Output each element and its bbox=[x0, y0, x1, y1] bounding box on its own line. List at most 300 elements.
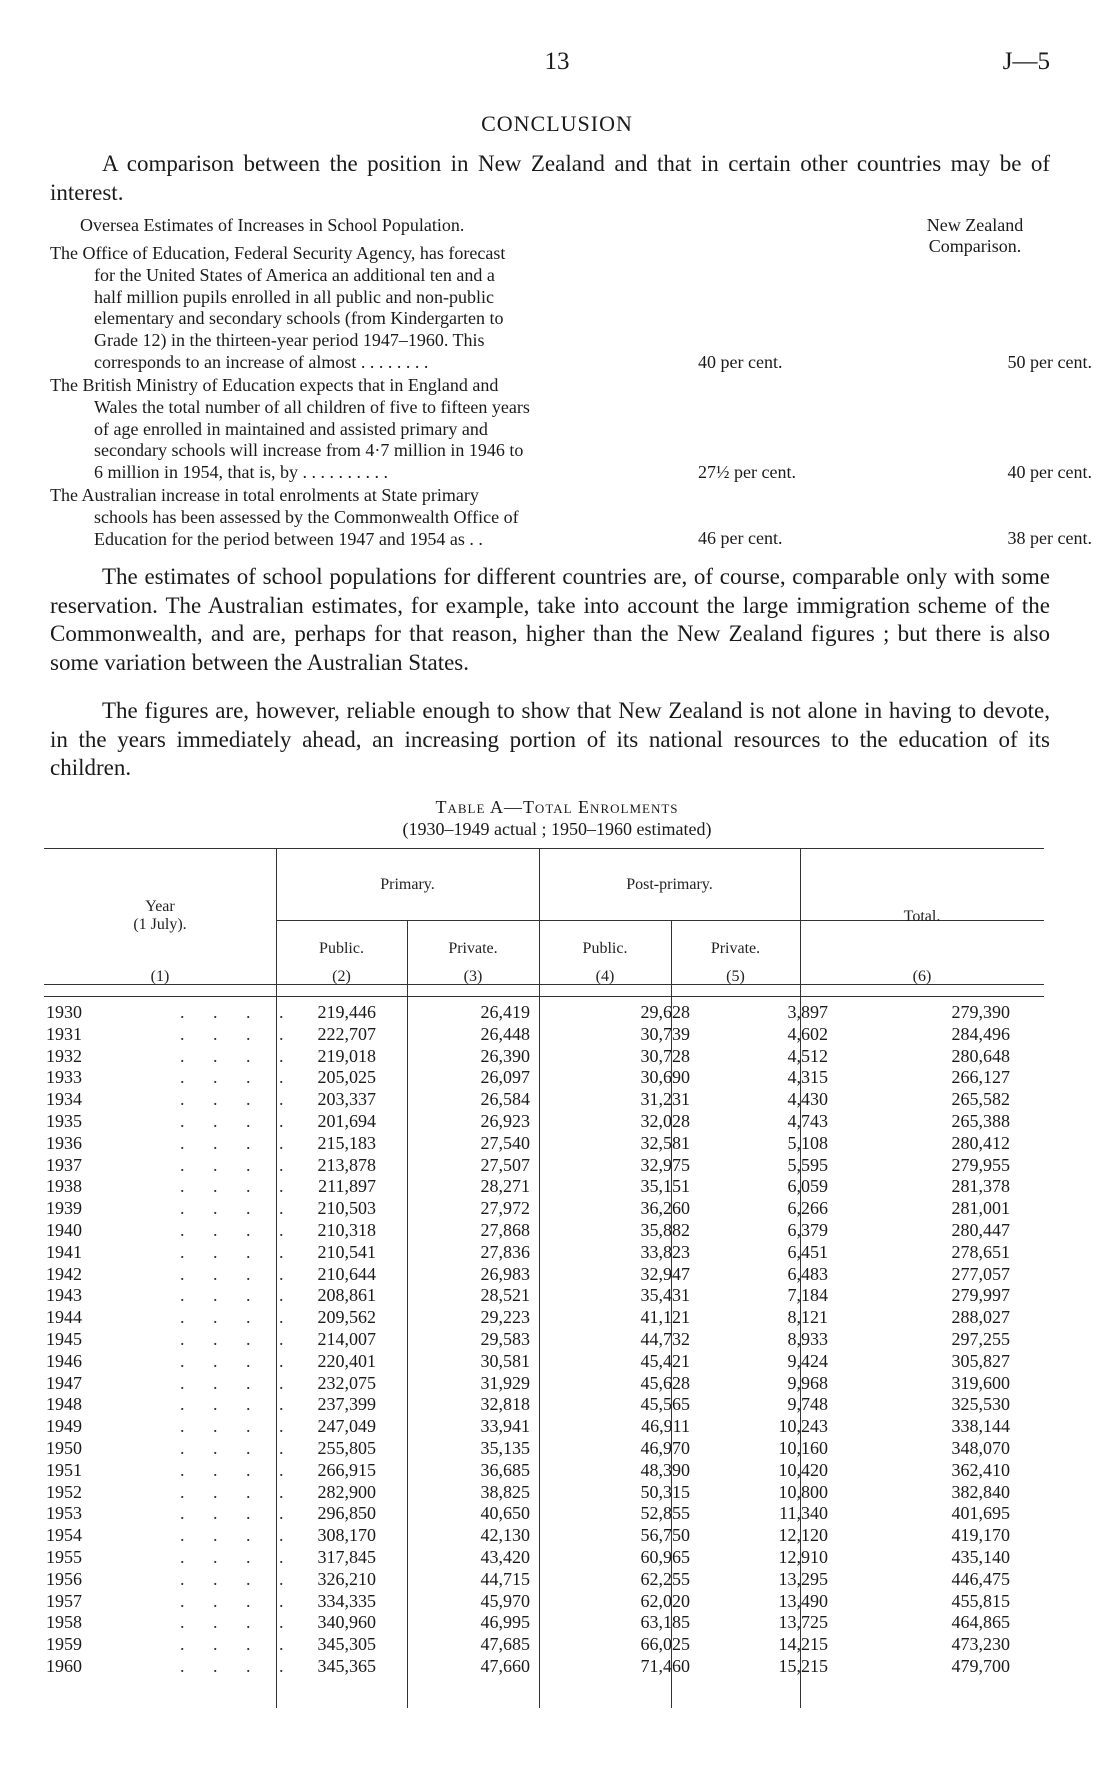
post-primary-private-cell: 13,725 bbox=[778, 1612, 828, 1633]
leader-dots: . . . . bbox=[180, 1590, 296, 1611]
post-primary-private-cell: 6,266 bbox=[787, 1198, 828, 1219]
primary-public-cell: 282,900 bbox=[317, 1481, 376, 1502]
post-primary-public-cell: 52,855 bbox=[640, 1503, 690, 1524]
year-cell: 1931 bbox=[46, 1023, 82, 1044]
year-subheader: (1 July). bbox=[133, 916, 187, 933]
total-cell: 473,230 bbox=[951, 1634, 1010, 1655]
post-primary-public-cell: 66,025 bbox=[640, 1634, 690, 1655]
primary-public-cell: 345,305 bbox=[317, 1634, 376, 1655]
primary-private-cell: 46,995 bbox=[480, 1612, 530, 1633]
total-cell: 382,840 bbox=[951, 1481, 1010, 1502]
estimate-line: of age enrolled in maintained and assisted primary and bbox=[94, 418, 488, 439]
primary-public-cell: 209,562 bbox=[317, 1307, 376, 1328]
table-row bbox=[44, 1307, 1044, 1329]
table-row bbox=[44, 1634, 1044, 1656]
year-cell: 1946 bbox=[46, 1350, 82, 1371]
estimate-text bbox=[50, 485, 686, 550]
estimate-line: corresponds to an increase of almost . . . . . . . . bbox=[94, 351, 429, 372]
post-primary-public-cell: 35,882 bbox=[640, 1219, 690, 1240]
primary-private-cell: 29,223 bbox=[480, 1307, 530, 1328]
primary-public-cell: 255,805 bbox=[317, 1437, 376, 1458]
table-row bbox=[44, 1242, 1044, 1264]
table-row bbox=[44, 1351, 1044, 1373]
year-cell: 1936 bbox=[46, 1132, 82, 1153]
primary-public-cell: 247,049 bbox=[317, 1416, 376, 1437]
primary-private-cell: 43,420 bbox=[480, 1546, 530, 1567]
primary-public-cell: 296,850 bbox=[317, 1503, 376, 1524]
table-row bbox=[44, 1525, 1044, 1547]
post-primary-public-cell: 45,421 bbox=[640, 1350, 690, 1371]
post-primary-private-cell: 10,800 bbox=[778, 1481, 828, 1502]
leader-dots: . . . . bbox=[180, 1525, 296, 1546]
post-primary-private-cell: 6,059 bbox=[787, 1176, 828, 1197]
post-primary-public-cell: 60,965 bbox=[640, 1546, 690, 1567]
year-cell: 1954 bbox=[46, 1525, 82, 1546]
estimate-line: half million pupils enrolled in all public and non-public bbox=[94, 286, 494, 307]
post-primary-public-cell: 50,315 bbox=[640, 1481, 690, 1502]
table-row bbox=[44, 1176, 1044, 1198]
primary-private-cell: 42,130 bbox=[480, 1525, 530, 1546]
table-row bbox=[44, 1155, 1044, 1177]
column-number: (4) bbox=[595, 968, 615, 985]
primary-public-cell: 266,915 bbox=[317, 1459, 376, 1480]
primary-private-cell: 31,929 bbox=[480, 1372, 530, 1393]
post-primary-private-cell: 6,379 bbox=[787, 1219, 828, 1240]
post-primary-public-cell: 62,020 bbox=[640, 1590, 690, 1611]
total-cell: 348,070 bbox=[951, 1437, 1010, 1458]
year-cell: 1940 bbox=[46, 1219, 82, 1240]
total-cell: 280,447 bbox=[951, 1219, 1010, 1240]
post-primary-header: Post-primary. bbox=[626, 876, 713, 893]
table-row bbox=[44, 1438, 1044, 1460]
leader-dots: . . . . bbox=[180, 1023, 296, 1044]
primary-private-cell: 35,135 bbox=[480, 1437, 530, 1458]
year-cell: 1937 bbox=[46, 1154, 82, 1175]
leader-dots: . . . . bbox=[180, 1612, 296, 1633]
year-cell: 1957 bbox=[46, 1590, 82, 1611]
primary-public-cell: 201,694 bbox=[317, 1110, 376, 1131]
post-primary-public-cell: 32,947 bbox=[640, 1263, 690, 1284]
table-title-line: Table A—Total Enrolments bbox=[435, 797, 679, 817]
primary-public-cell: 334,335 bbox=[317, 1590, 376, 1611]
nz-percent: 50 per cent. bbox=[1007, 352, 1092, 372]
primary-private-cell: 47,685 bbox=[480, 1634, 530, 1655]
total-cell: 280,412 bbox=[951, 1132, 1010, 1153]
total-cell: 419,170 bbox=[951, 1525, 1010, 1546]
estimate-percent: 27½ per cent. bbox=[698, 462, 796, 482]
year-cell: 1955 bbox=[46, 1546, 82, 1567]
column-number: (6) bbox=[912, 968, 932, 985]
year-cell: 1942 bbox=[46, 1263, 82, 1284]
post-primary-public-cell: 45,628 bbox=[640, 1372, 690, 1393]
table-body bbox=[44, 1002, 1044, 1678]
total-cell: 479,700 bbox=[951, 1655, 1010, 1676]
post-primary-public-cell: 62,255 bbox=[640, 1568, 690, 1589]
oversea-caption: Oversea Estimates of Increases in School Population. bbox=[80, 215, 465, 235]
leader-dots: . . . . bbox=[180, 1176, 296, 1197]
year-cell: 1939 bbox=[46, 1198, 82, 1219]
total-cell: 281,378 bbox=[951, 1176, 1010, 1197]
leader-dots: . . . . bbox=[180, 1416, 296, 1437]
leader-dots: . . . . bbox=[180, 1198, 296, 1219]
post-primary-private-cell: 15,215 bbox=[778, 1655, 828, 1676]
year-cell: 1933 bbox=[46, 1067, 82, 1088]
table-row bbox=[44, 1285, 1044, 1307]
table-row bbox=[44, 1416, 1044, 1438]
total-cell: 319,600 bbox=[951, 1372, 1010, 1393]
leader-dots: . . . . bbox=[180, 1655, 296, 1676]
primary-private-cell: 27,540 bbox=[480, 1132, 530, 1153]
post-primary-public-cell: 41,121 bbox=[640, 1307, 690, 1328]
table-row bbox=[44, 1612, 1044, 1634]
total-cell: 265,388 bbox=[951, 1110, 1010, 1131]
table-row bbox=[44, 1547, 1044, 1569]
primary-public-cell: 232,075 bbox=[317, 1372, 376, 1393]
primary-public-cell: 317,845 bbox=[317, 1546, 376, 1567]
primary-private-cell: 38,825 bbox=[480, 1481, 530, 1502]
post-primary-public-cell: 45,565 bbox=[640, 1394, 690, 1415]
paragraph-text: The estimates of school populations for different countries are, of course, comparable only with some reservation. The Australian estimates, for example, take into account the large immigration scheme of the Commonwealth, and are, perhaps for that reason, higher than the New Zealand figures ; but there is also some variation between the Australian States. bbox=[50, 564, 1050, 675]
leader-dots: . . . . bbox=[180, 1241, 296, 1262]
total-cell: 265,582 bbox=[951, 1089, 1010, 1110]
total-header: Total. bbox=[903, 908, 941, 925]
nz-percent: 40 per cent. bbox=[1007, 462, 1092, 482]
leader-dots: . . . . bbox=[180, 1459, 296, 1480]
primary-private-cell: 30,581 bbox=[480, 1350, 530, 1371]
year-cell: 1943 bbox=[46, 1285, 82, 1306]
post-primary-public-cell: 63,185 bbox=[640, 1612, 690, 1633]
leader-dots: . . . . bbox=[180, 1307, 296, 1328]
primary-private-cell: 27,836 bbox=[480, 1241, 530, 1262]
year-cell: 1934 bbox=[46, 1089, 82, 1110]
post-primary-public-cell: 48,390 bbox=[640, 1459, 690, 1480]
primary-public-cell: 215,183 bbox=[317, 1132, 376, 1153]
total-cell: 401,695 bbox=[951, 1503, 1010, 1524]
estimate-line: Education for the period between 1947 and 1954 as . . bbox=[94, 528, 483, 549]
total-cell: 279,390 bbox=[951, 1002, 1010, 1022]
table-row bbox=[44, 1656, 1044, 1678]
year-cell: 1949 bbox=[46, 1416, 82, 1437]
total-cell: 281,001 bbox=[951, 1198, 1010, 1219]
estimate-percent: 40 per cent. bbox=[698, 352, 783, 372]
primary-public-cell: 219,018 bbox=[317, 1045, 376, 1066]
year-cell: 1948 bbox=[46, 1394, 82, 1415]
primary-private-header: Private. bbox=[448, 940, 498, 957]
estimate-line: The Office of Education, Federal Security Agency, has forecast bbox=[50, 243, 506, 263]
year-cell: 1960 bbox=[46, 1655, 82, 1676]
total-cell: 305,827 bbox=[951, 1350, 1010, 1371]
leader-dots: . . . . bbox=[180, 1067, 296, 1088]
post-primary-public-cell: 71,460 bbox=[640, 1655, 690, 1676]
page-reference: J—5 bbox=[1002, 48, 1050, 75]
table-row bbox=[44, 1133, 1044, 1155]
leader-dots: . . . . bbox=[180, 1328, 296, 1349]
post-primary-private-cell: 10,160 bbox=[778, 1437, 828, 1458]
total-cell: 279,997 bbox=[951, 1285, 1010, 1306]
post-primary-public-cell: 36,260 bbox=[640, 1198, 690, 1219]
post-primary-public-cell: 32,975 bbox=[640, 1154, 690, 1175]
year-cell: 1944 bbox=[46, 1307, 82, 1328]
nz-heading-line2: Comparison. bbox=[928, 236, 1022, 256]
estimate-percent: 46 per cent. bbox=[698, 528, 783, 548]
year-cell: 1932 bbox=[46, 1045, 82, 1066]
body-paragraph bbox=[50, 563, 1050, 677]
post-primary-public-cell: 56,750 bbox=[640, 1525, 690, 1546]
estimate-line: 6 million in 1954, that is, by . . . . . . . . . . bbox=[94, 462, 389, 483]
post-primary-private-cell: 9,748 bbox=[787, 1394, 828, 1415]
primary-private-cell: 27,507 bbox=[480, 1154, 530, 1175]
leader-dots: . . . . bbox=[180, 1481, 296, 1502]
table-row bbox=[44, 1264, 1044, 1286]
primary-public-header: Public. bbox=[319, 940, 364, 957]
year-cell: 1935 bbox=[46, 1110, 82, 1131]
year-cell: 1945 bbox=[46, 1328, 82, 1349]
year-cell: 1952 bbox=[46, 1481, 82, 1502]
year-cell: 1930 bbox=[46, 1002, 82, 1022]
primary-private-cell: 27,868 bbox=[480, 1219, 530, 1240]
post-primary-public-cell: 32,581 bbox=[640, 1132, 690, 1153]
column-number: (1) bbox=[150, 968, 170, 985]
column-number: (2) bbox=[332, 968, 351, 985]
primary-public-cell: 205,025 bbox=[317, 1067, 376, 1088]
estimate-text bbox=[50, 375, 686, 484]
year-cell: 1950 bbox=[46, 1437, 82, 1458]
primary-private-cell: 26,097 bbox=[480, 1067, 530, 1088]
total-cell: 288,027 bbox=[951, 1307, 1010, 1328]
table-row bbox=[44, 1460, 1044, 1482]
primary-private-cell: 29,583 bbox=[480, 1328, 530, 1349]
post-primary-public-cell: 46,970 bbox=[640, 1437, 690, 1458]
post-primary-private-cell: 10,243 bbox=[778, 1416, 828, 1437]
primary-private-cell: 28,521 bbox=[480, 1285, 530, 1306]
page-number: 13 bbox=[544, 48, 570, 75]
leader-dots: . . . . bbox=[180, 1219, 296, 1240]
post-primary-public-cell: 29,628 bbox=[640, 1002, 690, 1022]
total-cell: 284,496 bbox=[951, 1023, 1010, 1044]
post-primary-public-cell: 35,431 bbox=[640, 1285, 690, 1306]
primary-public-cell: 326,210 bbox=[317, 1568, 376, 1589]
estimate-line: secondary schools will increase from 4·7 million in 1946 to bbox=[94, 440, 524, 461]
table-row bbox=[44, 1002, 1044, 1024]
leader-dots: . . . . bbox=[180, 1002, 296, 1022]
column-number: (3) bbox=[463, 968, 483, 985]
total-cell: 464,865 bbox=[951, 1612, 1010, 1633]
primary-private-cell: 44,715 bbox=[480, 1568, 530, 1589]
post-primary-public-cell: 32,028 bbox=[640, 1110, 690, 1131]
total-cell: 279,955 bbox=[951, 1154, 1010, 1175]
post-primary-private-cell: 13,295 bbox=[778, 1568, 828, 1589]
leader-dots: . . . . bbox=[180, 1394, 296, 1415]
post-primary-private-cell: 4,743 bbox=[787, 1110, 828, 1131]
estimate-line: The British Ministry of Education expects that in England and bbox=[50, 375, 499, 395]
leader-dots: . . . . bbox=[180, 1263, 296, 1284]
total-cell: 325,530 bbox=[951, 1394, 1010, 1415]
leader-dots: . . . . bbox=[180, 1568, 296, 1589]
post-primary-private-cell: 9,424 bbox=[787, 1350, 828, 1371]
total-cell: 446,475 bbox=[951, 1568, 1010, 1589]
post-primary-public-cell: 30,739 bbox=[640, 1023, 690, 1044]
year-cell: 1941 bbox=[46, 1241, 82, 1262]
table-row bbox=[44, 1373, 1044, 1395]
total-cell: 266,127 bbox=[951, 1067, 1010, 1088]
nz-percent: 38 per cent. bbox=[1007, 528, 1092, 548]
nz-heading-line1: New Zealand bbox=[926, 215, 1024, 235]
post-primary-private-cell: 11,340 bbox=[779, 1503, 828, 1524]
leader-dots: . . . . bbox=[180, 1089, 296, 1110]
primary-private-cell: 47,660 bbox=[480, 1655, 530, 1676]
total-cell: 280,648 bbox=[951, 1045, 1010, 1066]
header-rule-double bbox=[44, 996, 1044, 997]
leader-dots: . . . . bbox=[180, 1350, 296, 1371]
post-primary-public-cell: 46,911 bbox=[641, 1416, 690, 1437]
estimate-text bbox=[50, 243, 686, 374]
primary-private-cell: 26,983 bbox=[480, 1263, 530, 1284]
year-cell: 1947 bbox=[46, 1372, 82, 1393]
total-cell: 338,144 bbox=[951, 1416, 1010, 1437]
primary-private-cell: 26,923 bbox=[480, 1110, 530, 1131]
table-row bbox=[44, 1111, 1044, 1133]
primary-private-cell: 36,685 bbox=[480, 1459, 530, 1480]
primary-public-cell: 214,007 bbox=[317, 1328, 376, 1349]
primary-public-cell: 219,446 bbox=[317, 1002, 376, 1022]
estimate-line: The Australian increase in total enrolments at State primary bbox=[50, 485, 479, 505]
primary-public-cell: 210,318 bbox=[317, 1219, 376, 1240]
post-primary-public-cell: 44,732 bbox=[640, 1328, 690, 1349]
post-primary-private-cell: 5,595 bbox=[787, 1154, 828, 1175]
total-cell: 435,140 bbox=[951, 1546, 1010, 1567]
nz-comparison-heading bbox=[880, 215, 1070, 257]
estimate-line: elementary and secondary schools (from Kindergarten to bbox=[94, 308, 504, 329]
year-cell: 1956 bbox=[46, 1568, 82, 1589]
primary-public-cell: 210,644 bbox=[317, 1263, 376, 1284]
table-row bbox=[44, 1024, 1044, 1046]
table-row bbox=[44, 1569, 1044, 1591]
leader-dots: . . . . bbox=[180, 1132, 296, 1153]
leader-dots: . . . . bbox=[180, 1503, 296, 1524]
estimate-line: for the United States of America an additional ten and a bbox=[94, 264, 495, 285]
year-header: Year bbox=[145, 898, 175, 915]
estimate-line: schools has been assessed by the Commonwealth Office of bbox=[94, 506, 519, 527]
year-cell: 1938 bbox=[46, 1176, 82, 1197]
post-primary-private-cell: 7,184 bbox=[787, 1285, 828, 1306]
table-row bbox=[44, 1067, 1044, 1089]
enrolments-table bbox=[44, 848, 1044, 1708]
post-primary-private-cell: 4,315 bbox=[787, 1067, 828, 1088]
body-paragraph bbox=[50, 697, 1050, 783]
post-public-header: Public. bbox=[582, 940, 628, 957]
table-row bbox=[44, 1089, 1044, 1111]
post-primary-private-cell: 9,968 bbox=[787, 1372, 828, 1393]
post-primary-private-cell: 12,910 bbox=[778, 1546, 828, 1567]
year-cell: 1958 bbox=[46, 1612, 82, 1633]
year-cell: 1951 bbox=[46, 1459, 82, 1480]
post-primary-private-cell: 10,420 bbox=[778, 1459, 828, 1480]
post-primary-private-cell: 4,430 bbox=[787, 1089, 828, 1110]
primary-public-cell: 203,337 bbox=[317, 1089, 376, 1110]
year-cell: 1959 bbox=[46, 1634, 82, 1655]
primary-header: Primary. bbox=[380, 876, 435, 893]
post-primary-public-cell: 31,231 bbox=[640, 1089, 690, 1110]
primary-private-cell: 26,584 bbox=[480, 1089, 530, 1110]
leader-dots: . . . . bbox=[180, 1437, 296, 1458]
primary-public-cell: 211,897 bbox=[318, 1176, 376, 1197]
primary-public-cell: 210,541 bbox=[317, 1241, 376, 1262]
post-primary-private-cell: 3,897 bbox=[787, 1002, 828, 1022]
primary-public-cell: 308,170 bbox=[317, 1525, 376, 1546]
primary-private-cell: 40,650 bbox=[480, 1503, 530, 1524]
year-cell: 1953 bbox=[46, 1503, 82, 1524]
table-title bbox=[0, 796, 1114, 840]
leader-dots: . . . . bbox=[180, 1634, 296, 1655]
table-row bbox=[44, 1394, 1044, 1416]
primary-private-cell: 32,818 bbox=[480, 1394, 530, 1415]
table-row bbox=[44, 1046, 1044, 1068]
primary-private-cell: 27,972 bbox=[480, 1198, 530, 1219]
leader-dots: . . . . bbox=[180, 1372, 296, 1393]
paragraph-text: The figures are, however, reliable enough to show that New Zealand is not alone in having to devote, in the years immediately ahead, an increasing portion of its national resources to the education of its children. bbox=[50, 698, 1050, 780]
table-row bbox=[44, 1220, 1044, 1242]
primary-public-cell: 340,960 bbox=[317, 1612, 376, 1633]
table-row bbox=[44, 1482, 1044, 1504]
primary-public-cell: 220,401 bbox=[317, 1350, 376, 1371]
post-primary-private-cell: 12,120 bbox=[778, 1525, 828, 1546]
post-primary-private-cell: 14,215 bbox=[778, 1634, 828, 1655]
post-primary-private-cell: 4,512 bbox=[787, 1045, 828, 1066]
table-row bbox=[44, 1503, 1044, 1525]
table-row bbox=[44, 1198, 1044, 1220]
leader-dots: . . . . bbox=[180, 1546, 296, 1567]
primary-private-cell: 45,970 bbox=[480, 1590, 530, 1611]
total-cell: 297,255 bbox=[951, 1328, 1010, 1349]
primary-public-cell: 210,503 bbox=[317, 1198, 376, 1219]
post-primary-private-cell: 13,490 bbox=[778, 1590, 828, 1611]
leader-dots: . . . . bbox=[180, 1110, 296, 1131]
total-cell: 277,057 bbox=[951, 1263, 1010, 1284]
total-cell: 455,815 bbox=[951, 1590, 1010, 1611]
primary-public-cell: 222,707 bbox=[317, 1023, 376, 1044]
primary-private-cell: 26,419 bbox=[480, 1002, 530, 1022]
primary-public-cell: 345,365 bbox=[317, 1655, 376, 1676]
intro-text: A comparison between the position in New Zealand and that in certain other countries may be of interest. bbox=[50, 151, 1050, 205]
post-primary-public-cell: 30,728 bbox=[640, 1045, 690, 1066]
primary-public-cell: 208,861 bbox=[317, 1285, 376, 1306]
leader-dots: . . . . bbox=[180, 1154, 296, 1175]
leader-dots: . . . . bbox=[180, 1045, 296, 1066]
primary-public-cell: 213,878 bbox=[317, 1154, 376, 1175]
primary-private-cell: 26,448 bbox=[480, 1023, 530, 1044]
post-primary-private-cell: 5,108 bbox=[787, 1132, 828, 1153]
column-number: (5) bbox=[726, 968, 745, 985]
intro-paragraph bbox=[50, 150, 1050, 207]
estimate-line: Wales the total number of all children of five to fifteen years bbox=[94, 396, 530, 417]
table-rule-top bbox=[44, 848, 1044, 849]
post-primary-private-cell: 6,451 bbox=[787, 1241, 828, 1262]
leader-dots: . . . . bbox=[180, 1285, 296, 1306]
post-private-header: Private. bbox=[710, 940, 761, 957]
total-cell: 278,651 bbox=[951, 1241, 1010, 1262]
table-row bbox=[44, 1591, 1044, 1613]
total-cell: 362,410 bbox=[951, 1459, 1010, 1480]
estimate-line: Grade 12) in the thirteen-year period 1947–1960. This bbox=[94, 330, 485, 351]
primary-public-cell: 237,399 bbox=[317, 1394, 376, 1415]
table-row bbox=[44, 1329, 1044, 1351]
primary-private-cell: 33,941 bbox=[480, 1416, 530, 1437]
post-primary-private-cell: 8,933 bbox=[787, 1328, 828, 1349]
post-primary-public-cell: 30,690 bbox=[640, 1067, 690, 1088]
post-primary-public-cell: 33,823 bbox=[640, 1241, 690, 1262]
post-primary-private-cell: 4,602 bbox=[787, 1023, 828, 1044]
post-primary-public-cell: 35,151 bbox=[640, 1176, 690, 1197]
